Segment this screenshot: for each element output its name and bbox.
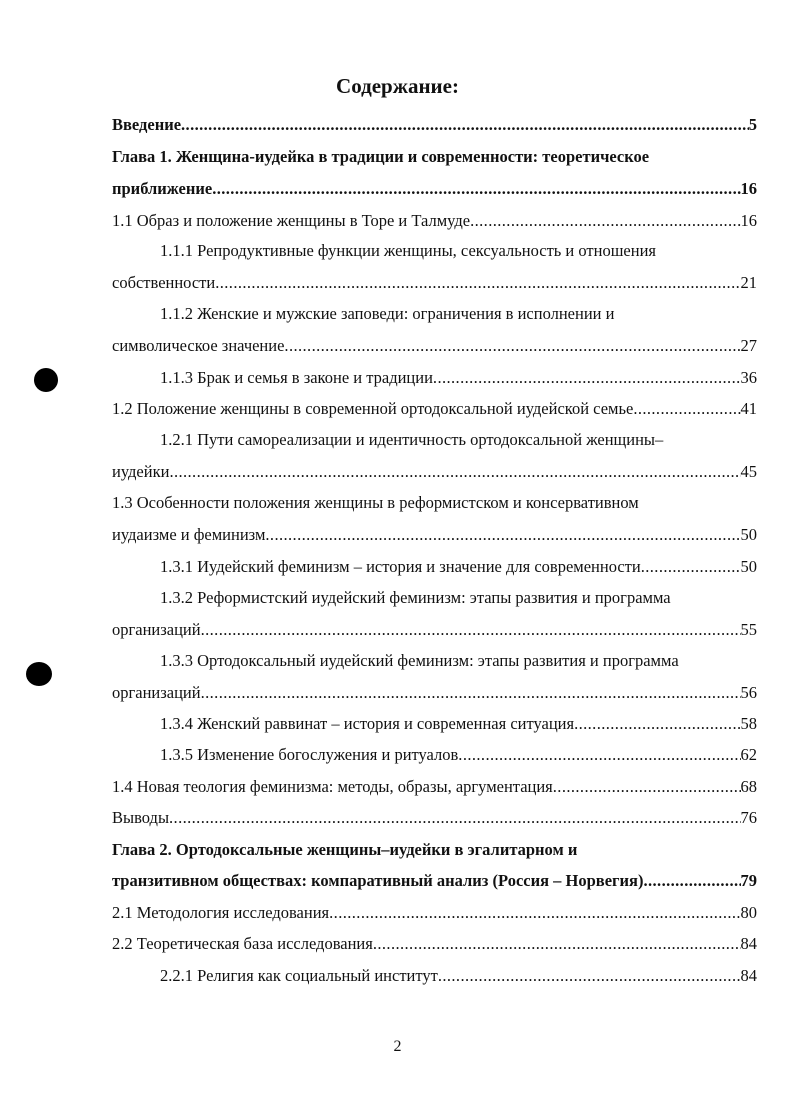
- toc-entry-text: организаций: [112, 683, 201, 702]
- toc-entry-text: транзитивном обществах: компаративный анализ (Россия – Норвегия): [112, 871, 644, 890]
- toc-entry-page: 84: [740, 934, 757, 953]
- toc-leader-dots: [169, 461, 740, 483]
- toc-entry-first-line: Глава 2. Ортодоксальные женщины–иудейки в эгалитарном и: [112, 840, 578, 859]
- toc-entry-page: 50: [740, 557, 757, 576]
- toc-leader-dots: [201, 682, 741, 704]
- toc-entry: [112, 682, 757, 704]
- toc-entry-page: 68: [740, 777, 757, 796]
- toc-entry: [160, 556, 757, 578]
- toc-leader-dots: [329, 902, 740, 924]
- toc-leader-dots: [169, 807, 740, 829]
- toc-entry-first-line: 1.1.2 Женские и мужские заповеди: ограничения в исполнении и: [160, 304, 615, 323]
- page-number: 2: [393, 1038, 402, 1055]
- toc-entry-page: 36: [740, 368, 757, 387]
- toc-entry-page: 56: [740, 683, 757, 702]
- toc-entry-text: Введение: [112, 115, 182, 134]
- toc-leader-dots: [201, 619, 741, 641]
- toc-entry: [112, 933, 757, 955]
- toc-entry-page: 55: [740, 620, 757, 639]
- toc-leader-dots: [574, 713, 740, 735]
- toc-entry-page: 27: [740, 336, 757, 355]
- toc-entry-page: 21: [740, 273, 757, 292]
- toc-leader-dots: [212, 178, 740, 200]
- toc-leader-dots: [373, 933, 741, 955]
- toc-entry-first-line: 1.3 Особенности положения женщины в реформистском и консервативном: [112, 493, 639, 512]
- toc-leader-dots: [215, 272, 740, 294]
- toc-entry: [112, 524, 757, 546]
- toc-entry-first-line: 1.1.1 Репродуктивные функции женщины, сексуальность и отношения: [160, 241, 656, 260]
- toc-leader-dots: [458, 744, 740, 766]
- toc-entry: [112, 776, 757, 798]
- toc-entry-text: иудаизме и феминизм: [112, 525, 266, 544]
- toc-leader-dots: [265, 524, 740, 546]
- toc-leader-dots: [470, 210, 740, 232]
- punch-hole-mark: [34, 368, 58, 392]
- toc-entry: [160, 965, 757, 987]
- toc-entry: [112, 114, 757, 136]
- toc-entry-first-line: 1.3.3 Ортодоксальный иудейский феминизм: этапы развития и программа: [160, 651, 679, 670]
- toc-entry-first-line: 1.2.1 Пути самореализации и идентичность ортодоксальной женщины–: [160, 430, 664, 449]
- toc-entry-page: 45: [740, 462, 757, 481]
- toc-entry: [112, 272, 757, 294]
- toc-entry-page: 50: [740, 525, 757, 544]
- toc-entry-text: 2.1 Методология исследования: [112, 903, 330, 922]
- toc-entry: [112, 335, 757, 357]
- toc-entry-text: 1.3.5 Изменение богослужения и ритуалов: [160, 745, 459, 764]
- toc-entry-page: 62: [740, 745, 757, 764]
- toc-entry-text: 1.3.4 Женский раввинат – история и современная ситуация: [160, 714, 575, 733]
- toc-entry-text: 2.2.1 Религия как социальный институт: [160, 966, 438, 985]
- toc-entry-text: собственности: [112, 273, 216, 292]
- toc-entry-text: организаций: [112, 620, 201, 639]
- toc-entry: [112, 461, 757, 483]
- toc-entry-page: 84: [740, 966, 757, 985]
- toc-entry-page: 16: [740, 211, 757, 230]
- toc-entry: [112, 619, 757, 641]
- toc-leader-dots: [433, 367, 741, 389]
- toc-entry-text: приближение: [112, 179, 213, 198]
- toc-entry-page: 79: [740, 871, 757, 890]
- toc-entry-text: 1.1 Образ и положение женщины в Торе и Талмуде: [112, 211, 471, 230]
- toc-entry-text: 1.1.3 Брак и семья в законе и традиции: [160, 368, 433, 387]
- toc-entry-text: 1.3.1 Иудейский феминизм – история и значение для современности: [160, 557, 641, 576]
- toc-entry: [112, 902, 757, 924]
- toc-leader-dots: [633, 398, 740, 420]
- toc-entry: [112, 870, 757, 892]
- toc-entry-page: 76: [740, 808, 757, 827]
- toc-entry-text: символическое значение: [112, 336, 285, 355]
- toc-entry: [112, 807, 757, 829]
- toc-entry-text: иудейки: [112, 462, 170, 481]
- toc-entry-text: 1.2 Положение женщины в современной ортодоксальной иудейской семье: [112, 399, 634, 418]
- toc-entry: [112, 178, 757, 200]
- toc-entry-text: 1.4 Новая теология феминизма: методы, образы, аргументация: [112, 777, 553, 796]
- toc-entry: [160, 744, 757, 766]
- toc-entry: [160, 367, 757, 389]
- toc-entry-page: 80: [740, 903, 757, 922]
- toc-leader-dots: [438, 965, 741, 987]
- toc-entry-page: 58: [740, 714, 757, 733]
- toc-entry-first-line: Глава 1. Женщина-иудейка в традиции и современности: теоретическое: [112, 147, 650, 166]
- toc-leader-dots: [553, 776, 741, 798]
- toc-title: Содержание:: [336, 74, 459, 98]
- toc-entry-page: 41: [740, 399, 757, 418]
- toc-entry: [112, 210, 757, 232]
- toc-entry-page: 5: [748, 115, 757, 134]
- toc-entry: [112, 398, 757, 420]
- toc-entry-text: Выводы: [112, 808, 170, 827]
- toc-leader-dots: [181, 114, 749, 136]
- toc-leader-dots: [643, 870, 740, 892]
- toc-entry: [160, 713, 757, 735]
- toc-entry-first-line: 1.3.2 Реформистский иудейский феминизм: этапы развития и программа: [160, 588, 671, 607]
- toc-entry-page: 16: [740, 179, 757, 198]
- toc-leader-dots: [641, 556, 741, 578]
- toc-entry-text: 2.2 Теоретическая база исследования: [112, 934, 373, 953]
- punch-hole-mark: [26, 662, 52, 686]
- toc-leader-dots: [284, 335, 740, 357]
